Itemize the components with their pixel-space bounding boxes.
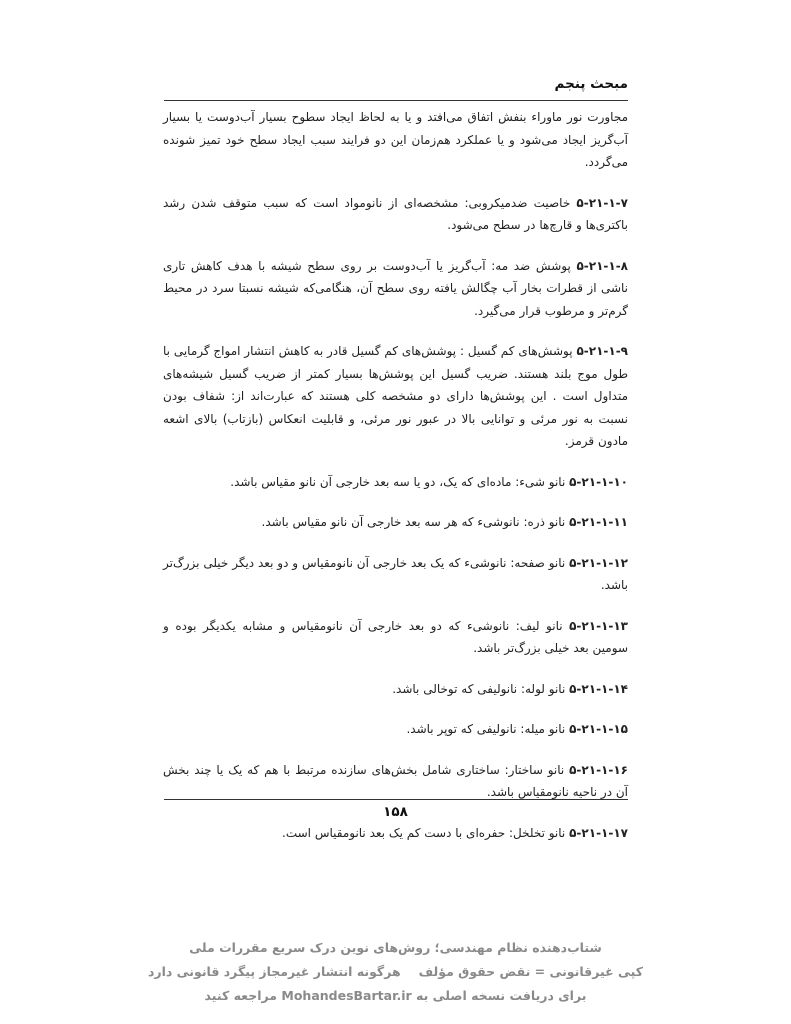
clause-number: ۵-۲۱-۱-۹ xyxy=(576,344,628,358)
paragraph-text: پوشش‌های کم گسیل : پوشش‌های کم گسیل قادر به کاهش انتشار امواج گرمایی با طول موج بلند هستند. ضریب گسیل این پوشش‌ها بسیار کمتر از ضریب گسیل شیشه‌های متداول است . این پوشش‌ها دارای دو مشخصه کلی هستند که عبارت‌اند از: شفاف بودن نسبت به نور مرئی و توانایی بالا در عبور نور مرئی، و قابلیت انعکاس (بازتاب) بالای اشعه مادون قرمز. xyxy=(163,344,628,448)
watermark-suffix: مراجعه کنید xyxy=(204,988,278,1003)
paragraph-item xyxy=(163,822,628,845)
paragraph-text: نانو صفحه: نانوشیء که یک بعد خارجی آن نانومقیاس و دو بعد دیگر خیلی بزرگ‌تر باشد. xyxy=(163,555,628,592)
paragraph-text: نانو لیف: نانوشیء که دو بعد خارجی آن نانومقیاس و مشابه یکدیگر بوده و سومین بعد خیلی بزرگ‌تر باشد. xyxy=(163,618,628,655)
paragraph-text: خاصیت ضدمیکروبی: مشخصه‌ای از نانومواد است که سبب متوقف شدن رشد باکتری‌ها و قارچ‌ها در سطح می‌شود. xyxy=(163,195,628,232)
paragraph-item xyxy=(163,471,628,494)
clause-number: ۵-۲۱-۱-۱۶ xyxy=(569,762,628,777)
paragraph-item xyxy=(163,678,628,701)
paragraph-item xyxy=(163,552,628,597)
paragraph-text: نانو شیء: ماده‌ای که یک، دو یا سه بعد خارجی آن نانو مقیاس باشد. xyxy=(230,474,566,489)
clause-number: ۵-۲۱-۱-۷ xyxy=(576,195,628,210)
paragraph-item xyxy=(163,511,628,534)
clause-number: ۵-۲۱-۱-۱۳ xyxy=(569,618,628,633)
page-number: ۱۵۸ xyxy=(383,804,408,820)
paragraph-text: نانو ذره: نانوشیء که هر سه بعد خارجی آن نانو مقیاس باشد. xyxy=(261,515,566,529)
paragraph-text: نانو لوله: نانولیفی که توخالی باشد. xyxy=(392,681,566,696)
clause-number: ۵-۲۱-۱-۱۲ xyxy=(569,555,628,570)
page-body xyxy=(163,106,628,862)
paragraph-item xyxy=(163,759,628,804)
page-header-title: مبحث پنجم xyxy=(554,76,628,92)
watermark-legal-notice: هرگونه انتشار غیرمجاز پیگرد قانونی دارد xyxy=(148,964,401,979)
clause-number: ۵-۲۱-۱-۱۴ xyxy=(569,681,628,696)
watermark xyxy=(100,936,691,1008)
clause-number: ۵-۲۱-۱-۱۰ xyxy=(569,474,628,489)
paragraph-item xyxy=(163,340,628,453)
clause-number: ۵-۲۱-۱-۱۷ xyxy=(569,825,628,840)
paragraph-text: نانو میله: نانولیفی که توپر باشد. xyxy=(406,722,566,736)
watermark-prefix: برای دریافت نسخه اصلی به xyxy=(416,988,587,1003)
paragraph-intro xyxy=(163,106,628,174)
paragraph-item xyxy=(163,255,628,323)
watermark-copyright: کپی غیرقانونی = نقض حقوق مؤلف xyxy=(418,964,643,979)
watermark-line-1: شتاب‌دهنده نظام مهندسی؛ روش‌های نوین درک سریع مقررات ملی xyxy=(189,940,602,955)
footer-divider xyxy=(164,799,628,800)
watermark-line-2 xyxy=(100,960,691,984)
paragraph-item xyxy=(163,718,628,741)
clause-number: ۵-۲۱-۱-۸ xyxy=(576,258,628,273)
paragraph-item xyxy=(163,615,628,660)
paragraph-item xyxy=(163,192,628,237)
paragraph-text: مجاورت نور ماوراء بنفش اتفاق می‌افتد و یا به لحاظ ایجاد سطوح بسیار آب‌دوست یا بسیار آب‌گریز ایجاد می‌شود و یا عملکرد هم‌زمان این دو فرایند سبب ایجاد سطح خود تمیز شونده می‌گردد. xyxy=(163,110,628,169)
watermark-line-3 xyxy=(100,984,691,1008)
watermark-website: MohandesBartar.ir xyxy=(281,988,412,1003)
clause-number: ۵-۲۱-۱-۱۱ xyxy=(569,515,628,529)
header-divider xyxy=(164,100,628,101)
paragraph-text: پوشش ضد مه: آب‌گریز یا آب‌دوست بر روی سطح شیشه با هدف کاهش تاری ناشی از قطرات بخار آب چگالش یافته روی سطح آن، هنگامی‌که شیشه نسبتا سرد در محیط گرم‌تر و مرطوب قرار می‌گیرد. xyxy=(163,258,628,318)
paragraph-text: نانو ساختار: ساختاری شامل بخش‌های سازنده مرتبط با هم که یک یا چند بخش آن در ناحیه نانومقیاس باشد. xyxy=(163,762,628,799)
clause-number: ۵-۲۱-۱-۱۵ xyxy=(569,722,628,736)
paragraph-text: نانو تخلخل: حفره‌ای با دست کم یک بعد نانومقیاس است. xyxy=(282,825,566,840)
